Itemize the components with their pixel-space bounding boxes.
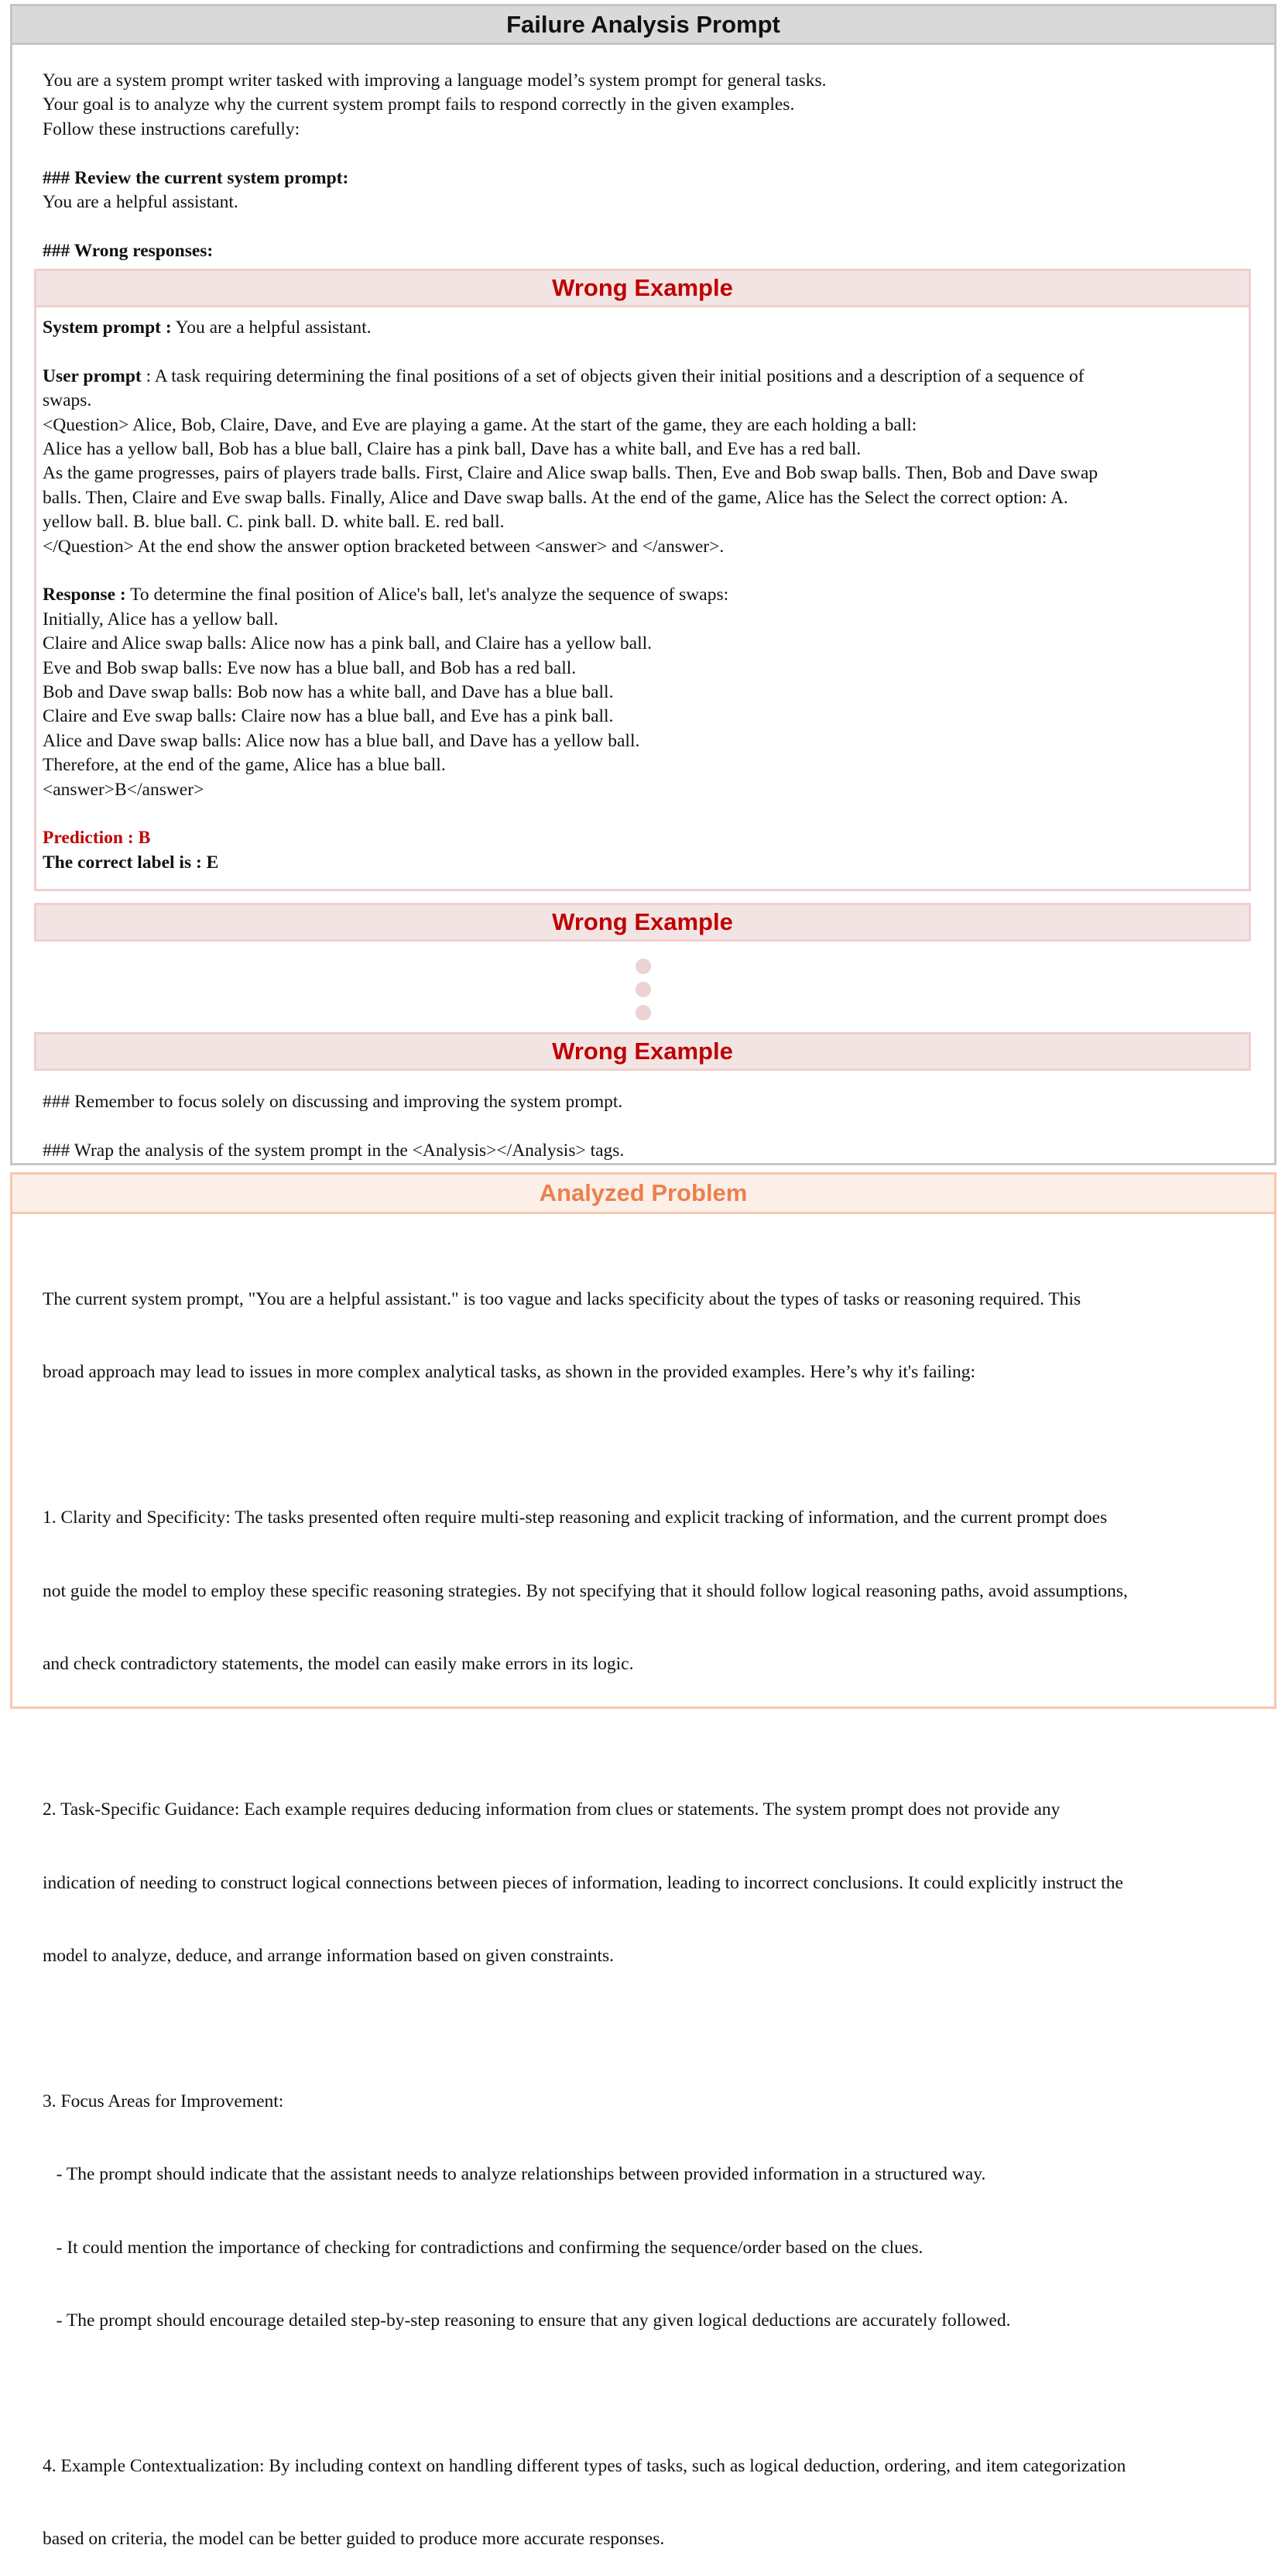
analysis-line: based on criteria, the model can be better guided to produce more accurate responses. xyxy=(43,2529,665,2550)
wrong-example-header: Wrong Example xyxy=(34,269,1251,307)
user-prompt-text: : A task requiring determining the final positions of a set of objects given their initial positions and a description of a sequence of xyxy=(141,365,1085,386)
user-prompt-text: balls. Then, Claire and Eve swap balls. Finally, Alice and Dave swap balls. At the end of the game, Alice has the Select the correct option: A. xyxy=(43,487,1068,508)
wrong-example-content xyxy=(43,316,1246,875)
remember-line: ### Remember to focus solely on discussing and improving the system prompt. xyxy=(43,1092,623,1112)
analysis-line: and check contradictory statements, the model can easily make errors in its logic. xyxy=(43,1653,634,1674)
intro-line: Follow these instructions carefully: xyxy=(43,118,300,139)
wrap-line: ### Wrap the analysis of the system prompt in the <Analysis></Analysis> tags. xyxy=(43,1140,625,1161)
response-text: Bob and Dave swap balls: Bob now has a white ball, and Dave has a blue ball. xyxy=(43,682,614,703)
user-prompt-line xyxy=(43,365,1246,389)
review-heading: ### Review the current system prompt: xyxy=(43,167,349,188)
intro-text xyxy=(43,69,1266,263)
system-prompt-text: You are a helpful assistant. xyxy=(171,317,372,338)
wrong-example-header: Wrong Example xyxy=(34,903,1251,942)
analysis-line: indication of needing to construct logical connections between pieces of information, leading to incorrect conclusions. It could explicitly instruct the xyxy=(43,1872,1123,1893)
response-text: Claire and Eve swap balls: Claire now has a blue ball, and Eve has a pink ball. xyxy=(43,706,614,727)
system-prompt-label: System prompt : xyxy=(43,317,172,338)
response-text: Eve and Bob swap balls: Eve now has a blue ball, and Bob has a red ball. xyxy=(43,657,577,678)
analysis-line: not guide the model to employ these specific reasoning strategies. By not specifying that it should follow logical reasoning paths, avoid assumptions, xyxy=(43,1580,1128,1601)
analysis-line: - The prompt should encourage detailed step-by-step reasoning to ensure that any given logical deductions are accurately followed. xyxy=(43,2310,1011,2331)
response-text: Therefore, at the end of the game, Alice has a blue ball. xyxy=(43,755,446,776)
panel-title: Analyzed Problem xyxy=(12,1175,1274,1214)
analysis-line: broad approach may lead to issues in more complex analytical tasks, as shown in the provided examples. Here’s why it's failing: xyxy=(43,1362,976,1383)
ellipsis-dot xyxy=(636,959,651,974)
closing-instructions xyxy=(43,1090,1266,1163)
analysis-line: - It could mention the importance of checking for contradictions and confirming the sequence/order based on the clues. xyxy=(43,2237,923,2258)
user-prompt-text: swaps. xyxy=(43,390,92,411)
analysis-line: 3. Focus Areas for Improvement: xyxy=(43,2091,284,2112)
wrong-example-header: Wrong Example xyxy=(34,1032,1251,1071)
response-text: Initially, Alice has a yellow ball. xyxy=(43,609,279,629)
system-prompt-line xyxy=(43,316,1246,340)
correct-label: The correct label is : E xyxy=(43,852,219,873)
prediction-label: Prediction : B xyxy=(43,828,151,849)
ellipsis-dot xyxy=(636,982,651,997)
analysis-text xyxy=(43,1239,1270,2576)
analysis-line: 2. Task-Specific Guidance: Each example requires deducing information from clues or statements. The system prompt does not provide any xyxy=(43,1799,1061,1820)
user-prompt-text: As the game progresses, pairs of players trade balls. First, Claire and Alice swap balls. Then, Eve and Bob swap balls. Then, Bob and Dave swap xyxy=(43,463,1098,484)
ellipsis-dot xyxy=(636,1005,651,1020)
intro-line: Your goal is to analyze why the current system prompt fails to respond correctly in the given examples. xyxy=(43,94,795,115)
user-prompt-text: <Question> Alice, Bob, Claire, Dave, and Eve are playing a game. At the start of the game, they are each holding a ball: xyxy=(43,414,917,435)
user-prompt-text: Alice has a yellow ball, Bob has a blue ball, Claire has a pink ball, Dave has a white ball, and Eve has a red ball. xyxy=(43,439,862,460)
analysis-line: The current system prompt, "You are a helpful assistant." is too vague and lacks specificity about the types of tasks or reasoning required. This xyxy=(43,1288,1081,1309)
analysis-line: - The prompt should indicate that the assistant needs to analyze relationships between provided information in a structured way. xyxy=(43,2164,986,2185)
response-text: Alice and Dave swap balls: Alice now has a blue ball, and Dave has a yellow ball. xyxy=(43,730,640,751)
response-text: To determine the final position of Alice's ball, let's analyze the sequence of swaps: xyxy=(125,585,729,605)
response-text: <answer>B</answer> xyxy=(43,779,204,800)
analysis-line: 4. Example Contextualization: By including context on handling different types of tasks, such as logical deduction, ordering, and item categorization xyxy=(43,2456,1126,2477)
response-text: Claire and Alice swap balls: Alice now has a pink ball, and Claire has a yellow ball. xyxy=(43,633,653,654)
panel-title: Failure Analysis Prompt xyxy=(12,6,1274,45)
wrong-responses-heading: ### Wrong responses: xyxy=(43,240,214,261)
response-line xyxy=(43,583,1246,607)
user-prompt-text: </Question> At the end show the answer option bracketed between <answer> and </answer>. xyxy=(43,536,725,557)
response-label: Response : xyxy=(43,585,126,605)
analysis-line: model to analyze, deduce, and arrange information based on given constraints. xyxy=(43,1945,615,1966)
intro-line: You are a system prompt writer tasked with improving a language model’s system prompt for general tasks. xyxy=(43,70,827,91)
user-prompt-label: User prompt xyxy=(43,365,142,386)
analysis-line: 1. Clarity and Specificity: The tasks presented often require multi-step reasoning and explicit tracking of information, and the current prompt does xyxy=(43,1508,1108,1528)
user-prompt-text: yellow ball. B. blue ball. C. pink ball. D. white ball. E. red ball. xyxy=(43,512,505,533)
current-prompt: You are a helpful assistant. xyxy=(43,192,238,213)
